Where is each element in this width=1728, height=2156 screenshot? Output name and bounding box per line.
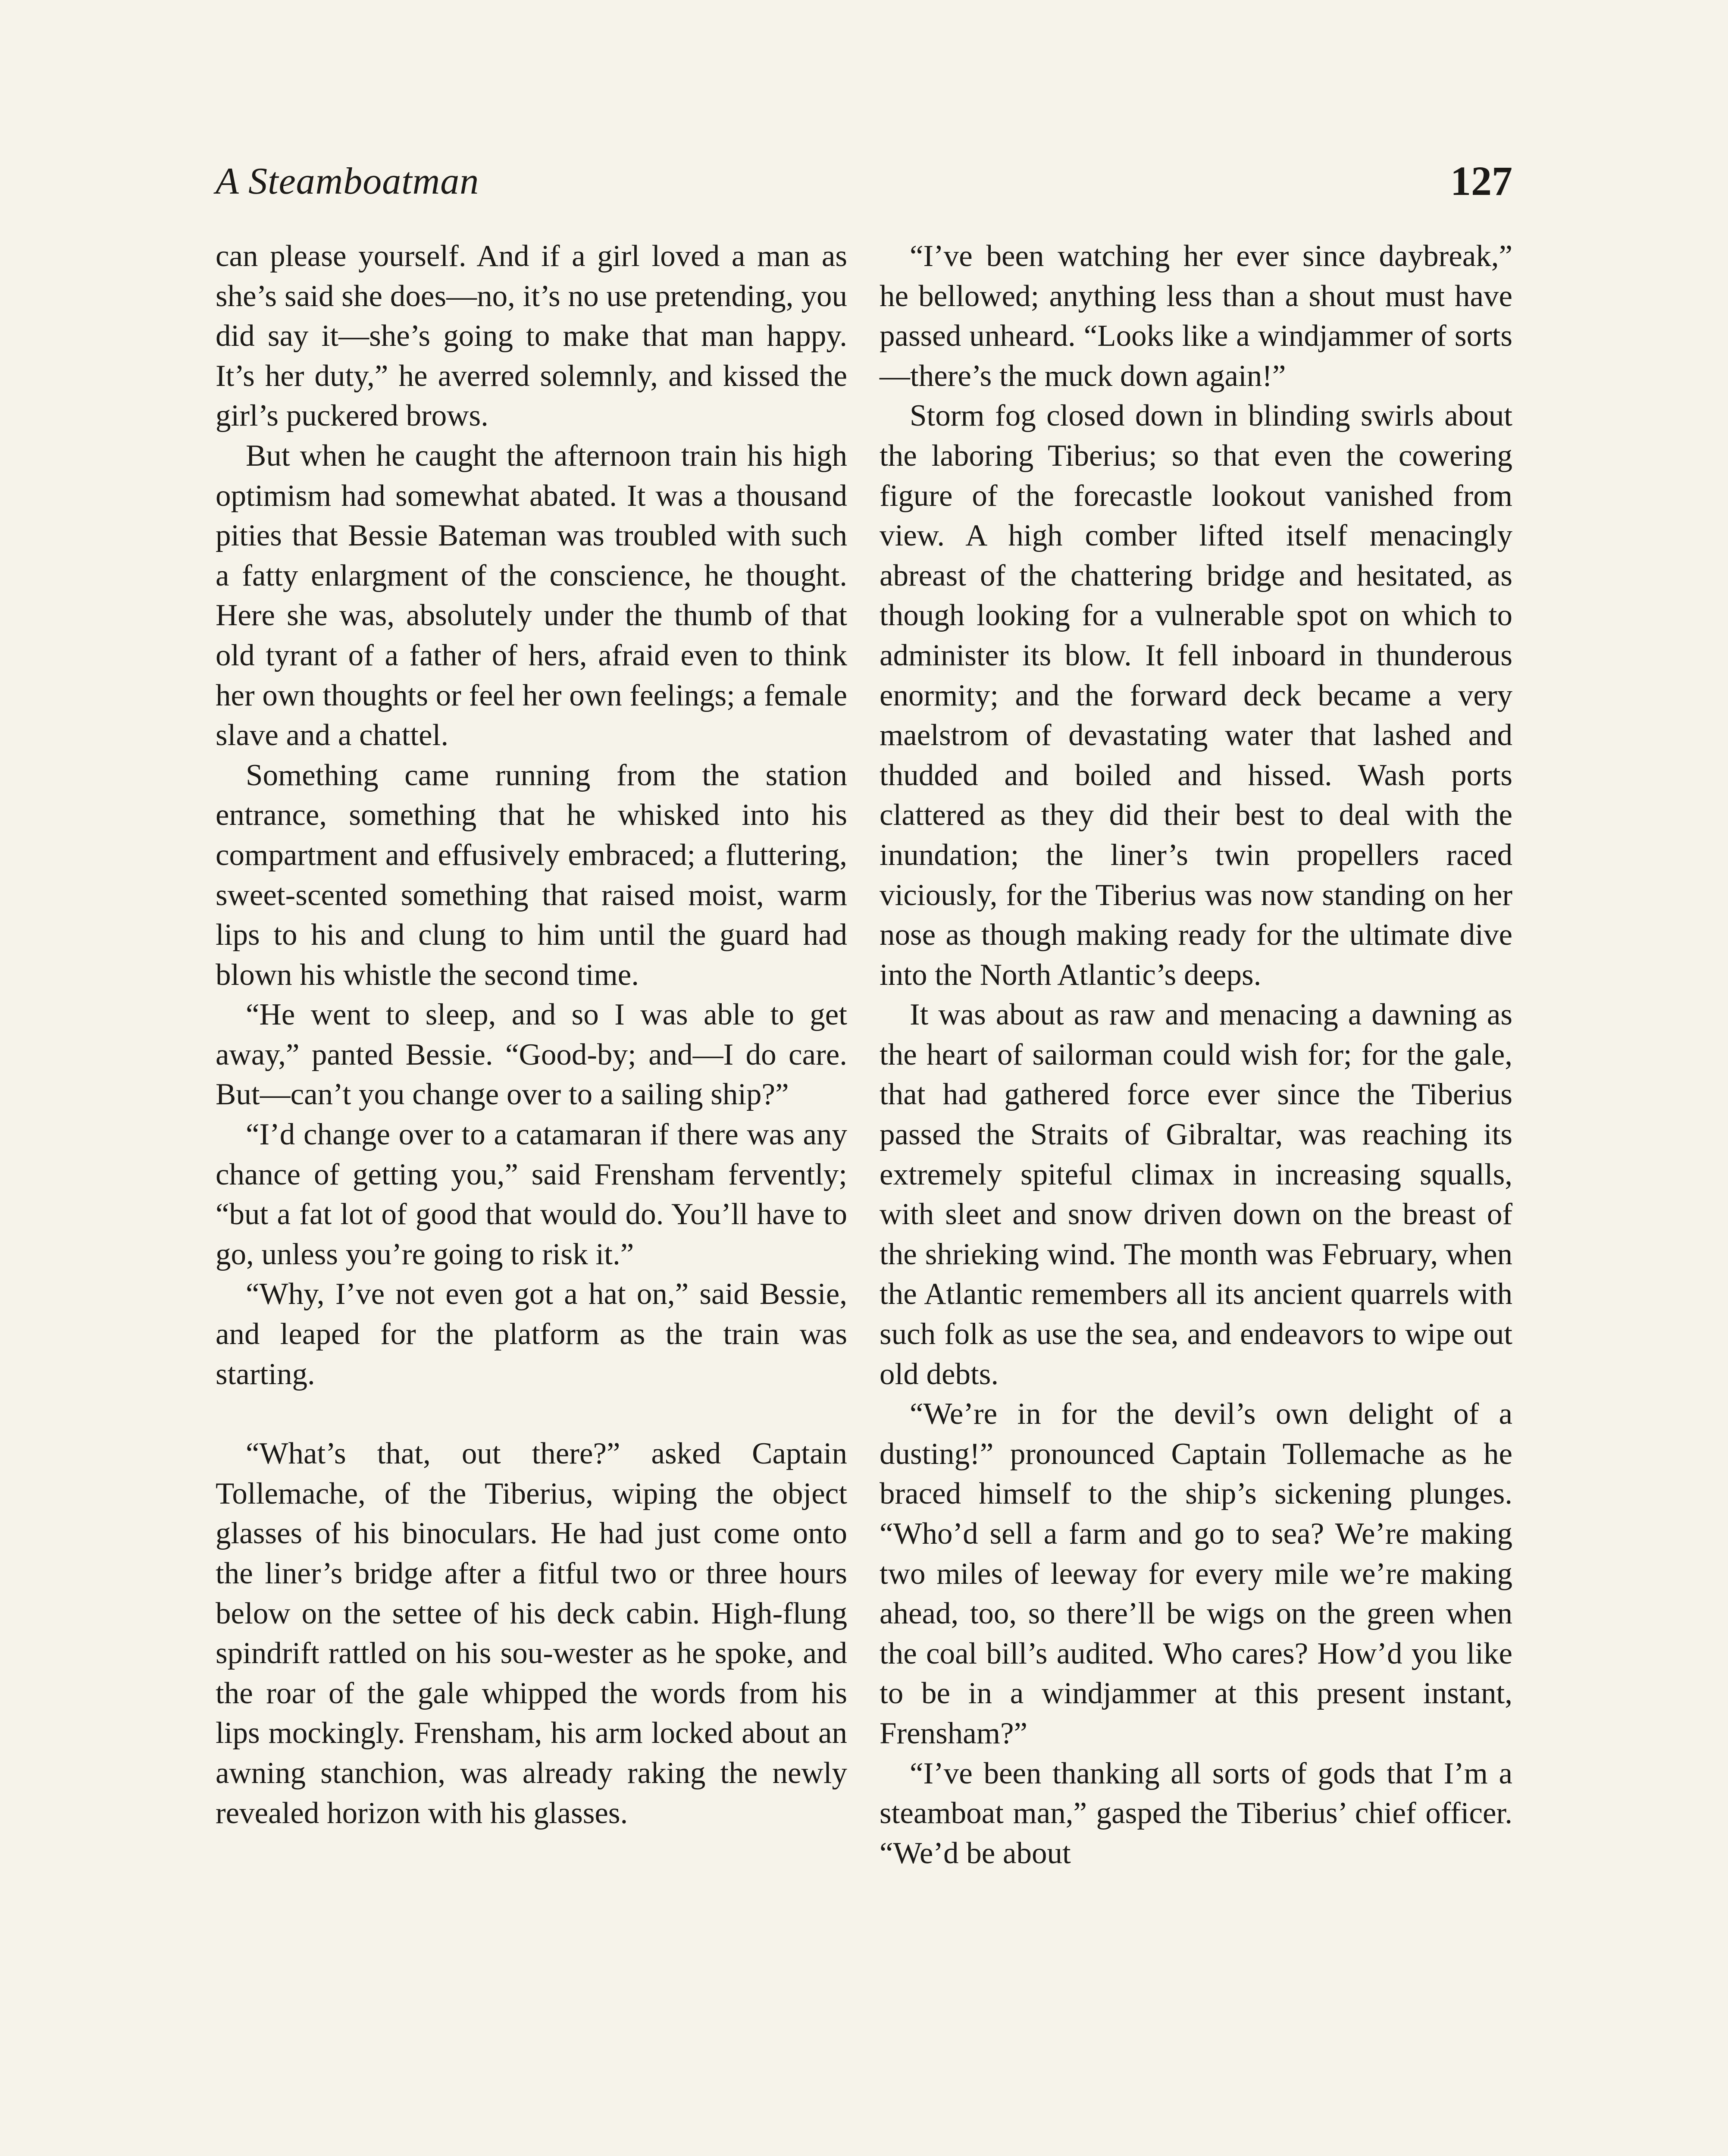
page-header — [216, 160, 1512, 207]
paragraph: “What’s that, out there?” asked Captain Tollemache, of the Tiberius, wiping the object glasses of his binoculars. He had just come onto the liner’s bridge after a fitful two or three hours below on the settee of his deck cabin. High-flung spindrift rattled on his sou-wester as he spoke, and the roar of the gale whipped the words from his lips mockingly. Frensham, his arm locked about an awning stanchion, was already raking the newly revealed horizon with his glasses. — [216, 1437, 847, 1830]
paragraph: “Why, I’ve not even got a hat on,” said Bessie, and leaped for the platform as the train was starting. — [216, 1277, 847, 1391]
paragraph: It was about as raw and menacing a dawning as the heart of sailorman could wish for; for the gale, that had gathered force ever since the Tiberius passed the Straits of Gibraltar, was reaching its extremely spiteful climax in increasing squalls, with sleet and snow driven down on the breast of the shrieking wind. The month was February, when the Atlantic remembers all its ancient quarrels with such folk as use the sea, and endeavors to wipe out old debts. — [880, 998, 1512, 1391]
paragraph: “I’d change over to a catamaran if there was any chance of getting you,” said Frensham fervently; “but a fat lot of good that would do. You’ll have to go, unless you’re going to risk it.” — [216, 1118, 847, 1271]
paragraph: “He went to sleep, and so I was able to get away,” panted Bessie. “Good-by; and—I do care. But—can’t you change over to a sailing ship?” — [216, 998, 847, 1112]
paragraph: “I’ve been watching her ever since daybreak,” he bellowed; anything less than a shout must have passed unheard. “Looks like a windjammer of sorts—there’s the muck down again!” — [880, 239, 1512, 393]
paragraph: Something came running from the station entrance, something that he whisked into his compartment and effusively embraced; a fluttering, sweet-scented something that raised moist, warm lips to his and clung to him until the guard had blown his whistle the second time. — [216, 758, 847, 992]
right-column — [880, 236, 1512, 1873]
left-column — [216, 236, 847, 1833]
paragraph: can please yourself. And if a girl loved a man as she’s said she does—no, it’s no use pretending, you did say it—she’s going to make that man happy. It’s her duty,” he averred solemnly, and kissed the girl’s puckered brows. — [216, 239, 847, 433]
paragraph: But when he caught the afternoon train his high optimism had somewhat abated. It was a thousand pities that Bessie Bateman was troubled with such a fatty enlargment of the conscience, he thought. Here she was, absolutely under the thumb of that old tyrant of a father of hers, afraid even to think her own thoughts or feel her own feelings; a female slave and a chattel. — [216, 439, 847, 752]
paragraph: Storm fog closed down in blinding swirls about the laboring Tiberius; so that even the cowering figure of the forecastle lookout vanished from view. A high comber lifted itself menacingly abreast of the chattering bridge and hesitated, as though looking for a vulnerable spot on which to administer its blow. It fell inboard in thunderous enormity; and the forward deck became a very maelstrom of devastating water that lashed and thudded and boiled and hissed. Wash ports clattered as they did their best to deal with the inundation; the liner’s twin propellers raced viciously, for the Tiberius was now standing on her nose as though making ready for the ultimate dive into the North Atlantic’s deeps. — [880, 399, 1512, 992]
running-title: A Steamboatman — [216, 160, 479, 202]
paragraph: “I’ve been thanking all sorts of gods that I’m a steamboat man,” gasped the Tiberius’ chief officer. “We’d be about — [880, 1756, 1512, 1870]
paragraph: “We’re in for the devil’s own delight of a dusting!” pronounced Captain Tollemache as he braced himself to the ship’s sickening plunges. “Who’d sell a farm and go to sea? We’re making two miles of leeway for every mile we’re making ahead, too, so there’ll be wigs on the green when the coal bill’s audited. Who cares? How’d you like to be in a windjammer at this present instant, Frensham?” — [880, 1397, 1512, 1750]
page-number: 127 — [1450, 158, 1512, 204]
